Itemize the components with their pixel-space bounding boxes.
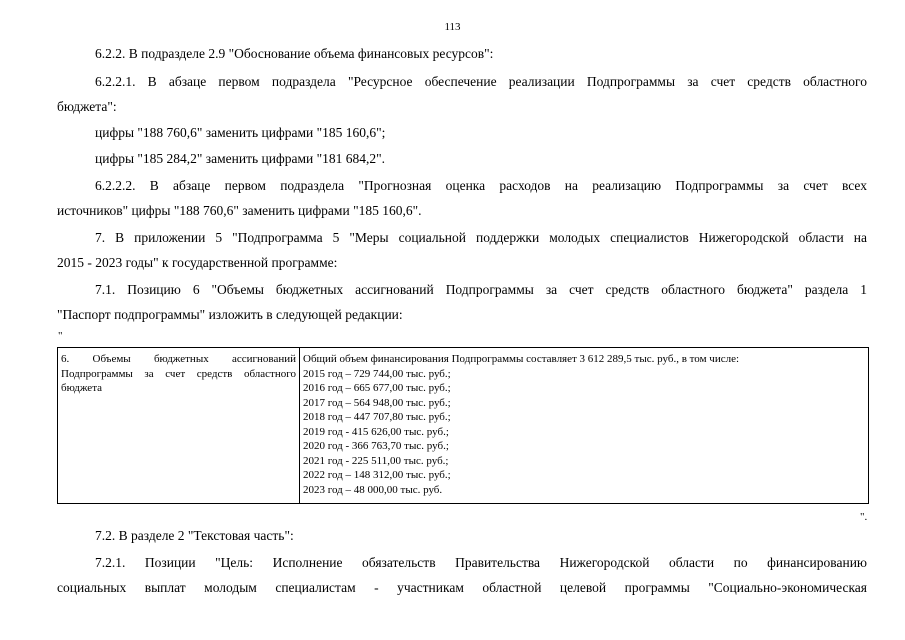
paragraph-7-line2: 2015 - 2023 годы" к государственной программе: [57, 255, 338, 270]
financing-cell [300, 348, 869, 504]
paragraph-6-2-2-2-line1: 6.2.2.2. В абзаце первом подраздела "Прогнозная оценка расходов на реализацию Подпрограммы за счет всех [95, 178, 867, 193]
financing-year-2022: 2022 год – 148 312,00 тыс. руб.; [303, 469, 451, 481]
paragraph-7-2-1-line2: социальных выплат молодым специалистам - участникам областной целевой программы "Социально-экономическая [57, 580, 867, 595]
financing-year-2019: 2019 год - 415 626,00 тыс. руб.; [303, 425, 449, 438]
paragraph-7-line1: 7. В приложении 5 "Подпрограмма 5 "Меры социальной поддержки молодых специалистов Нижегородской области на [95, 230, 867, 245]
paragraph-6-2-2-1-line2: бюджета": [57, 99, 117, 114]
paragraph-6-2-2-1-line1: 6.2.2.1. В абзаце первом подраздела "Ресурсное обеспечение реализации Подпрограммы за счет средств областного [95, 74, 867, 89]
paragraph-6-2-2-2-line2: источников" цифры "188 760,6" заменить цифрами "185 160,6". [57, 203, 422, 218]
table-row [58, 348, 869, 504]
open-quote: " [58, 330, 63, 342]
replace-line-2: цифры "185 284,2" заменить цифрами "181 684,2". [95, 151, 386, 166]
paragraph-7-2: 7.2. В разделе 2 "Текстовая часть": [95, 528, 294, 543]
financing-year-2016: 2016 год – 665 677,00 тыс. руб.; [303, 382, 451, 394]
position-label-cell: 6. Объемы бюджетных ассигнований Подпрограммы за счет средств областного бюджета [58, 348, 300, 504]
financing-year-2017: 2017 год – 564 948,00 тыс. руб.; [303, 396, 451, 409]
replace-line-1: цифры "188 760,6" заменить цифрами "185 160,6"; [95, 125, 386, 140]
financing-year-2018: 2018 год – 447 707,80 тыс. руб.; [303, 411, 451, 423]
paragraph-7-1-line2: "Паспорт подпрограммы" изложить в следующей редакции: [57, 307, 403, 322]
paragraph-7-1-line1: 7.1. Позицию 6 "Объемы бюджетных ассигнований Подпрограммы за счет средств областного бюджета" раздела 1 [95, 282, 867, 297]
paragraph-7-2-1-line1: 7.2.1. Позиции "Цель: Исполнение обязательств Правительства Нижегородской области по финансированию [95, 555, 867, 570]
paragraph-6-2-2: 6.2.2. В подразделе 2.9 "Обоснование объема финансовых ресурсов": [95, 46, 494, 61]
close-quote: ". [860, 511, 868, 523]
financing-total: Общий объем финансирования Подпрограммы составляет 3 612 289,5 тыс. руб., в том числе: [303, 353, 740, 365]
financing-year-2020: 2020 год - 366 763,70 тыс. руб.; [303, 440, 449, 452]
budget-table [57, 347, 869, 504]
financing-year-2021: 2021 год - 225 511,00 тыс. руб.; [303, 454, 449, 467]
financing-year-2015: 2015 год – 729 744,00 тыс. руб.; [303, 367, 451, 380]
financing-year-2023: 2023 год – 48 000,00 тыс. руб. [303, 483, 443, 496]
page-number: 113 [444, 21, 461, 33]
